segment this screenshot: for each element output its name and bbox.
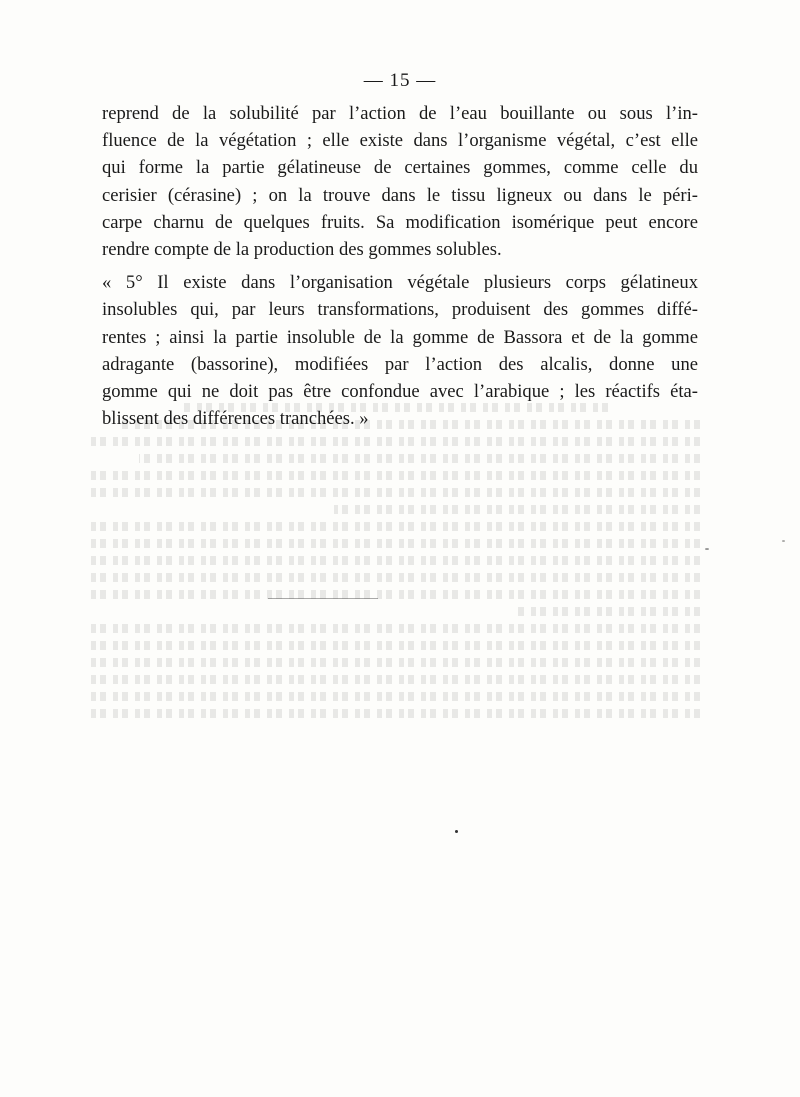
body-text bbox=[102, 100, 698, 432]
page-number: — 15 — bbox=[363, 70, 437, 91]
text-line: fluence de la végétation ; elle existe dans l’organisme végétal, c’est elle bbox=[102, 130, 698, 152]
text-line: « 5° Il existe dans l’organisation végétale plusieurs corps gélatineux bbox=[102, 272, 698, 294]
bleed-rule bbox=[268, 598, 378, 599]
text-line: reprend de la solubilité par l’action de l’eau bouillante ou sous l’in- bbox=[102, 103, 698, 124]
paper-speck bbox=[782, 540, 785, 542]
text-line: cerisier (cérasine) ; on la trouve dans le tissu ligneux ou dans le péri- bbox=[102, 184, 698, 206]
text-line: rendre compte de la production des gommes solubles. bbox=[102, 238, 502, 260]
paper-speck bbox=[455, 830, 458, 833]
text-line: blissent des différences tranchées. » bbox=[102, 408, 369, 430]
text-line: adragante (bassorine), modifiées par l’action des alcalis, donne une bbox=[102, 353, 698, 375]
paragraph-1 bbox=[102, 100, 698, 263]
text-line: qui forme la partie gélatineuse de certaines gommes, comme celle du bbox=[102, 157, 698, 179]
text-line: insolubles qui, par leurs transformations, produisent des gommes diffé- bbox=[102, 299, 698, 321]
text-line: carpe charnu de quelques fruits. Sa modification isomérique peut encore bbox=[102, 211, 698, 233]
text-line: gomme qui ne doit pas être confondue avec l’arabique ; les réactifs éta- bbox=[102, 380, 698, 402]
text-line: rentes ; ainsi la partie insoluble de la gomme de Bassora et de la gomme bbox=[102, 326, 698, 348]
paragraph-2 bbox=[102, 269, 698, 432]
paper-speck bbox=[705, 548, 709, 550]
reverse-page-bleed-through bbox=[90, 395, 700, 915]
